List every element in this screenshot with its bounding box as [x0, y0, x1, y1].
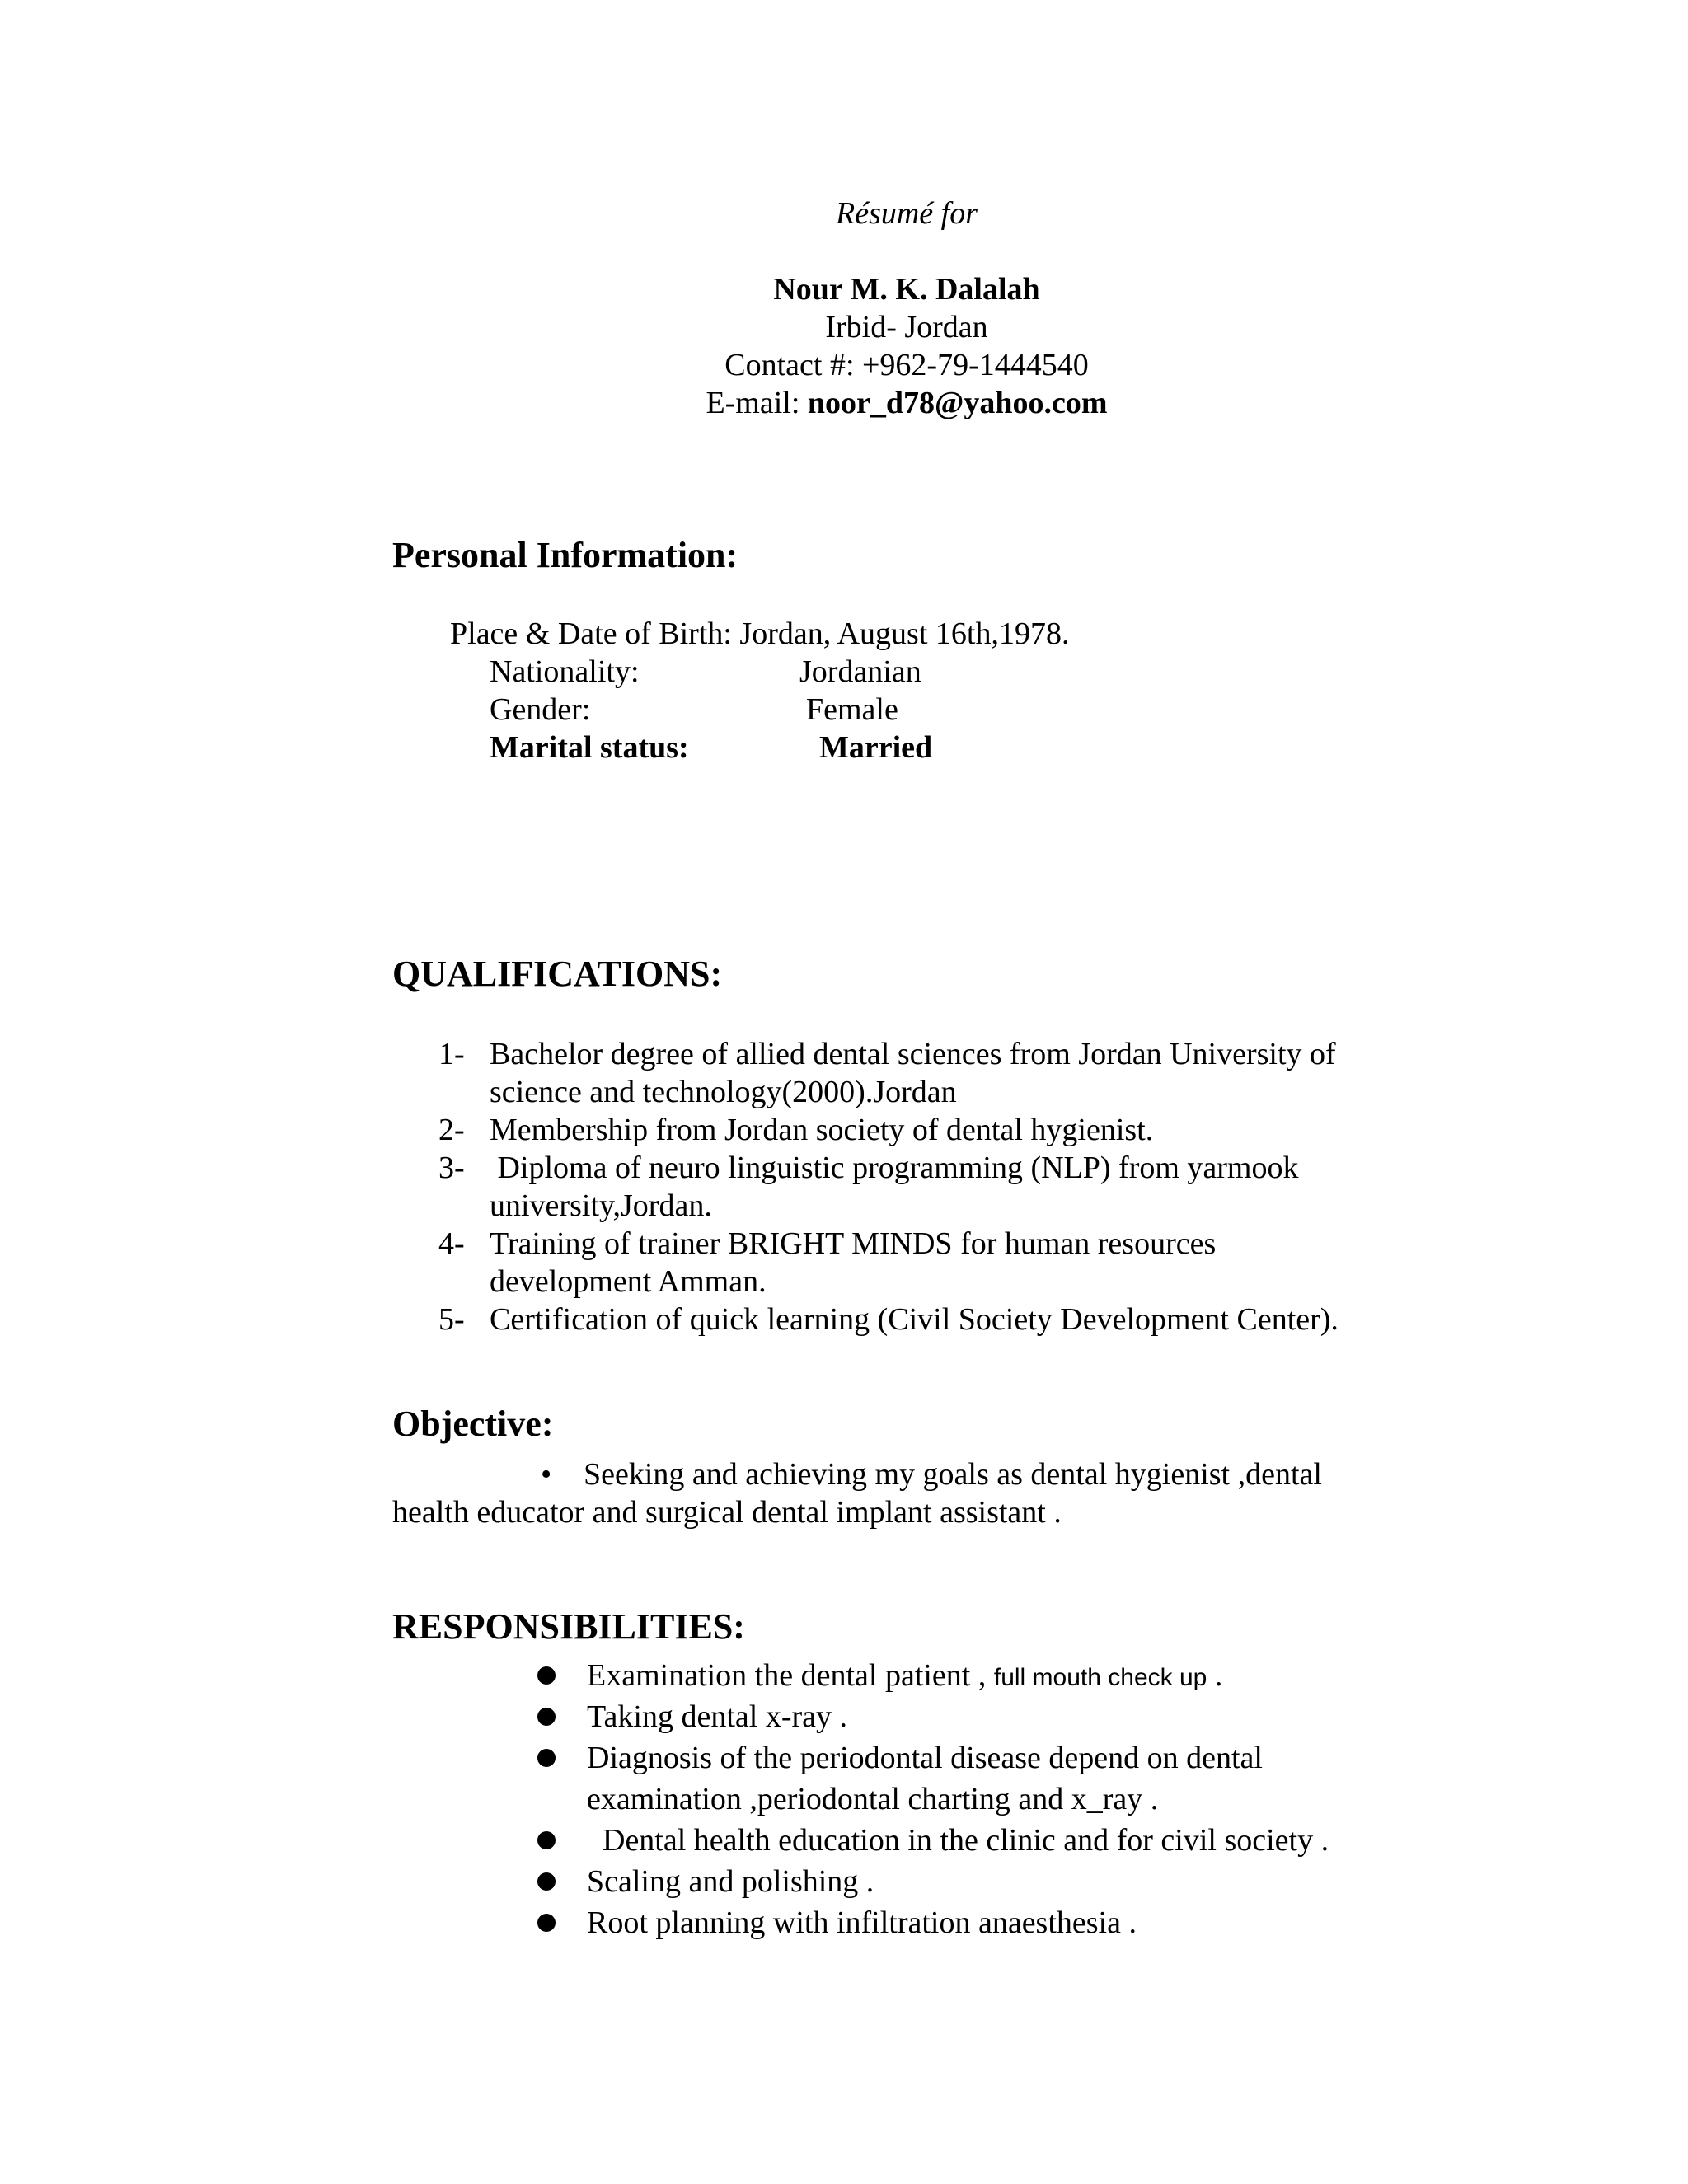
objective-text-line: health educator and surgical dental implant assistant .: [392, 1495, 1062, 1530]
gender-value: Female: [806, 692, 898, 727]
nationality-label: Nationality:: [490, 654, 640, 689]
qualification-number: 4-: [438, 1226, 465, 1261]
responsibility-item: Scaling and polishing .: [587, 1864, 874, 1899]
qualification-line: science and technology(2000).Jordan: [490, 1075, 957, 1109]
bullet-icon: [537, 1914, 556, 1932]
responsibility-item: Root planning with infiltration anaesthesia .: [587, 1905, 1137, 1940]
candidate-name: Nour M. K. Dalalah: [773, 272, 1040, 307]
responsibility-note: full mouth check up: [993, 1664, 1207, 1691]
bullet-icon: [537, 1708, 556, 1726]
bullet-icon: [537, 1749, 556, 1767]
qualification-number: 5-: [438, 1302, 465, 1337]
candidate-location: Irbid- Jordan: [825, 310, 988, 344]
resume-for-label: Résumé for: [835, 196, 978, 231]
birth-info: Place & Date of Birth: Jordan, August 16th,1978.: [450, 616, 1070, 651]
qualification-line: Diploma of neuro linguistic programming (NLP) from yarmook: [490, 1151, 1299, 1185]
qualification-line: Bachelor degree of allied dental sciences from Jordan University of: [490, 1037, 1336, 1071]
objective-heading: Objective:: [392, 1404, 554, 1444]
personal-info-heading: Personal Information:: [392, 535, 738, 575]
qualification-line: university,Jordan.: [490, 1188, 712, 1223]
bullet-icon: [537, 1831, 556, 1849]
nationality-value: Jordanian: [799, 654, 921, 689]
responsibilities-heading: RESPONSIBILITIES:: [392, 1606, 745, 1647]
qualification-number: 2-: [438, 1113, 465, 1147]
objective-text-line: Seeking and achieving my goals as dental hygienist ,dental: [584, 1457, 1322, 1492]
objective-bullet: •: [541, 1457, 552, 1492]
qualification-number: 3-: [438, 1151, 465, 1185]
responsibility-period: .: [1214, 1658, 1223, 1693]
responsibility-item: Dental health education in the clinic and for civil society .: [587, 1823, 1329, 1858]
qualification-number: 1-: [438, 1037, 465, 1071]
responsibility-item: Diagnosis of the periodontal disease depend on dental: [587, 1741, 1263, 1775]
responsibility-text: Examination the dental patient ,: [587, 1658, 987, 1693]
qualification-line: development Amman.: [490, 1264, 767, 1299]
qualification-line: Training of trainer BRIGHT MINDS for human resources: [490, 1226, 1217, 1261]
candidate-contact: Contact #: +962-79-1444540: [724, 348, 1089, 382]
responsibility-item: [587, 1657, 1222, 1697]
qualification-line: Membership from Jordan society of dental hygienist.: [490, 1113, 1154, 1147]
candidate-email-line: [0, 384, 1688, 422]
responsibility-item: examination ,periodontal charting and x_ray .: [587, 1782, 1159, 1816]
responsibility-item: Taking dental x-ray .: [587, 1699, 848, 1734]
qualifications-heading: QUALIFICATIONS:: [392, 954, 723, 994]
email-address: noor_d78@yahoo.com: [807, 386, 1108, 420]
marital-value: Married: [819, 730, 933, 765]
bullet-icon: [537, 1666, 556, 1685]
gender-label: Gender:: [490, 692, 591, 727]
email-label: E-mail:: [706, 386, 800, 420]
marital-label: Marital status:: [490, 730, 689, 765]
bullet-icon: [537, 1872, 556, 1891]
qualification-line: Certification of quick learning (Civil Society Development Center).: [490, 1302, 1339, 1337]
